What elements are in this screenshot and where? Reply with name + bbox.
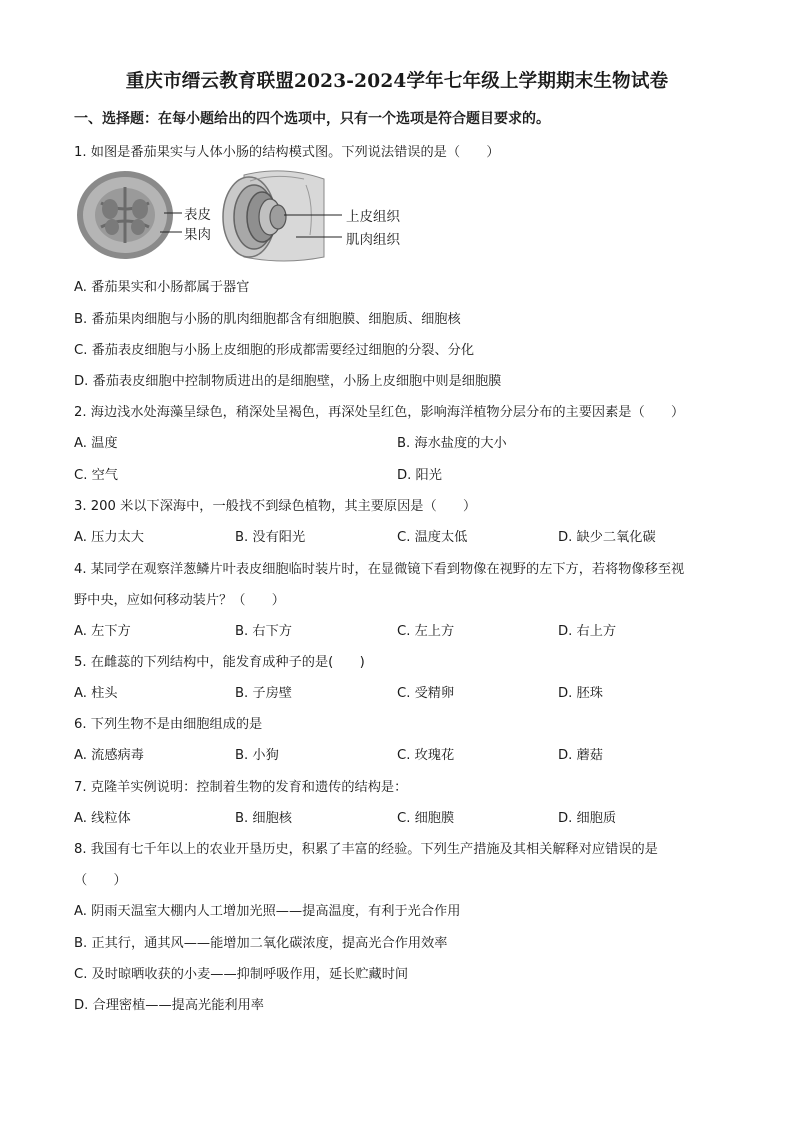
q6-option-b: B. 小狗 bbox=[235, 748, 279, 763]
q7-option-c: C. 细胞膜 bbox=[397, 811, 455, 826]
q6-option-a: A. 流感病毒 bbox=[74, 748, 144, 763]
q3-option-c: C. 温度太低 bbox=[397, 530, 468, 545]
q5-option-b: B. 子房壁 bbox=[235, 686, 292, 701]
q2-option-c: C. 空气 bbox=[74, 468, 118, 483]
label-pulp: 果肉 bbox=[184, 227, 211, 243]
question-3-stem: 3. 200 米以下深海中，一般找不到绿色植物，其主要原因是（ ） bbox=[74, 499, 477, 514]
q5-option-a: A. 柱头 bbox=[74, 686, 118, 701]
q1-option-a: A. 番茄果实和小肠都属于器官 bbox=[74, 280, 250, 295]
question-5-stem: 5. 在雌蕊的下列结构中，能发育成种子的是( ) bbox=[74, 655, 365, 670]
q6-option-d: D. 蘑菇 bbox=[558, 748, 603, 763]
q2-option-a: A. 温度 bbox=[74, 436, 118, 451]
q8-option-c: C. 及时晾晒收获的小麦——抑制呼吸作用，延长贮藏时间 bbox=[74, 967, 409, 982]
question-1-stem: 1. 如图是番茄果实与人体小肠的结构模式图。下列说法错误的是（ ） bbox=[74, 145, 500, 160]
q5-option-d: D. 胚珠 bbox=[558, 686, 603, 701]
question-7-stem: 7. 克隆羊实例说明：控制着生物的发育和遗传的结构是： bbox=[74, 780, 408, 795]
page-title: 重庆市缙云教育联盟2023-2024学年七年级上学期期末生物试卷 bbox=[125, 71, 669, 92]
q2-option-b: B. 海水盐度的大小 bbox=[397, 436, 507, 451]
question-4-stem-line2: 野中央，应如何移动装片？（ ） bbox=[74, 593, 285, 608]
section-heading: 一、选择题：在每小题给出的四个选项中，只有一个选项是符合题目要求的。 bbox=[74, 111, 550, 127]
q8-option-d: D. 合理密植——提高光能利用率 bbox=[74, 998, 264, 1013]
question-4-stem-line1: 4. 某同学在观察洋葱鳞片叶表皮细胞临时装片时，在显微镜下看到物像在视野的左下方，若将物像移至视 bbox=[74, 562, 685, 577]
q3-option-b: B. 没有阳光 bbox=[235, 530, 306, 545]
q2-option-d: D. 阳光 bbox=[397, 468, 442, 483]
q4-option-d: D. 右上方 bbox=[558, 624, 617, 639]
question-2-stem: 2. 海边浅水处海藻呈绿色，稍深处呈褐色，再深处呈红色，影响海洋植物分层分布的主要因素是（ ） bbox=[74, 405, 685, 420]
q1-option-c: C. 番茄表皮细胞与小肠上皮细胞的形成都需要经过细胞的分裂、分化 bbox=[74, 343, 475, 358]
q4-option-a: A. 左下方 bbox=[74, 624, 131, 639]
tomato-cross-section-image bbox=[77, 171, 173, 259]
q8-option-b: B. 正其行，通其风——能增加二氧化碳浓度，提高光合作用效率 bbox=[74, 936, 448, 951]
q1-option-b: B. 番茄果肉细胞与小肠的肌肉细胞都含有细胞膜、细胞质、细胞核 bbox=[74, 312, 461, 327]
question-1-figure bbox=[74, 165, 434, 265]
q5-option-c: C. 受精卵 bbox=[397, 686, 455, 701]
q4-option-c: C. 左上方 bbox=[397, 624, 455, 639]
question-8-stem-line2: （ ） bbox=[74, 873, 127, 888]
q3-option-d: D. 缺少二氧化碳 bbox=[558, 530, 656, 545]
q4-option-b: B. 右下方 bbox=[235, 624, 292, 639]
label-epidermis: 表皮 bbox=[184, 207, 211, 223]
question-6-stem: 6. 下列生物不是由细胞组成的是 bbox=[74, 717, 263, 732]
question-8-stem-line1: 8. 我国有七千年以上的农业开垦历史，积累了丰富的经验。下列生产措施及其相关解释对应错误的是 bbox=[74, 842, 658, 857]
label-muscle-tissue: 肌肉组织 bbox=[346, 232, 400, 248]
q7-option-a: A. 线粒体 bbox=[74, 811, 131, 826]
q7-option-d: D. 细胞质 bbox=[558, 811, 617, 826]
label-epithelial-tissue: 上皮组织 bbox=[346, 209, 400, 225]
small-intestine-image bbox=[223, 171, 324, 261]
q8-option-a: A. 阴雨天温室大棚内人工增加光照——提高温度，有利于光合作用 bbox=[74, 904, 461, 919]
q6-option-c: C. 玫瑰花 bbox=[397, 748, 455, 763]
q7-option-b: B. 细胞核 bbox=[235, 811, 292, 826]
q1-option-d: D. 番茄表皮细胞中控制物质进出的是细胞壁，小肠上皮细胞中则是细胞膜 bbox=[74, 374, 502, 389]
q3-option-a: A. 压力太大 bbox=[74, 530, 144, 545]
